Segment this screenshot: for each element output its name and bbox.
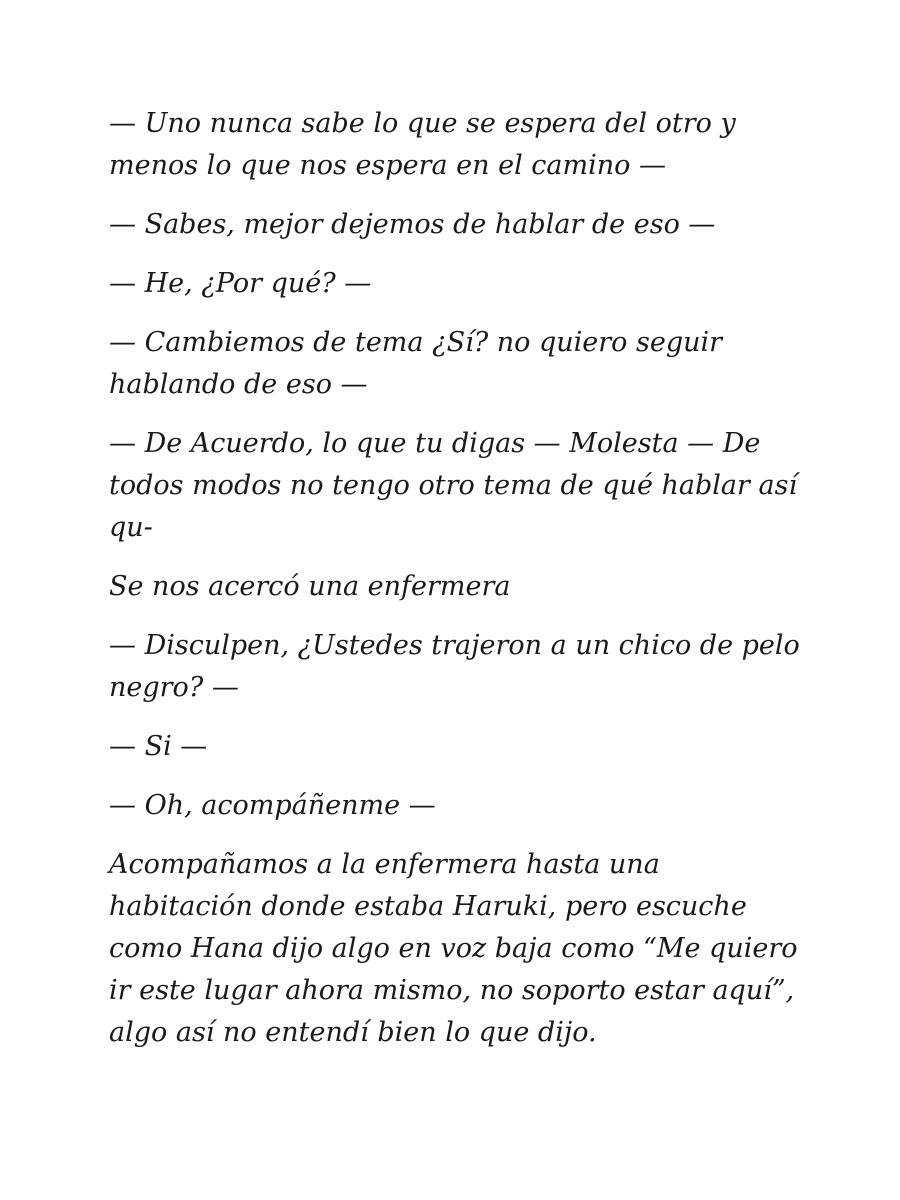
dialogue-paragraph: — Uno nunca sabe lo que se espera del otro y menos lo que nos espera en el camino —	[109, 108, 736, 181]
dialogue-paragraph: — Sabes, mejor dejemos de hablar de eso —	[109, 209, 716, 240]
narration-paragraph: Acompañamos a la enfermera hasta una habitación donde estaba Haruki, pero escuche como Hana dijo algo en voz baja como “Me quiero ir este lugar ahora mismo, no soporto estar aquí”, algo así no entendí bien lo que dijo.	[109, 849, 798, 1048]
dialogue-paragraph: — Oh, acompáñenme —	[109, 790, 436, 821]
narration-paragraph: Se nos acercó una enfermera	[109, 571, 511, 602]
dialogue-paragraph: — Disculpen, ¿Ustedes trajeron a un chico de pelo negro? —	[109, 630, 800, 703]
dialogue-paragraph: — Cambiemos de tema ¿Sí? no quiero seguir hablando de eso —	[109, 327, 723, 400]
dialogue-paragraph: — Si —	[109, 731, 208, 762]
dialogue-paragraph: — De Acuerdo, lo que tu digas — Molesta — De todos modos no tengo otro tema de qué hablar así qu-	[109, 428, 798, 543]
dialogue-paragraph: — He, ¿Por qué? —	[109, 268, 372, 299]
